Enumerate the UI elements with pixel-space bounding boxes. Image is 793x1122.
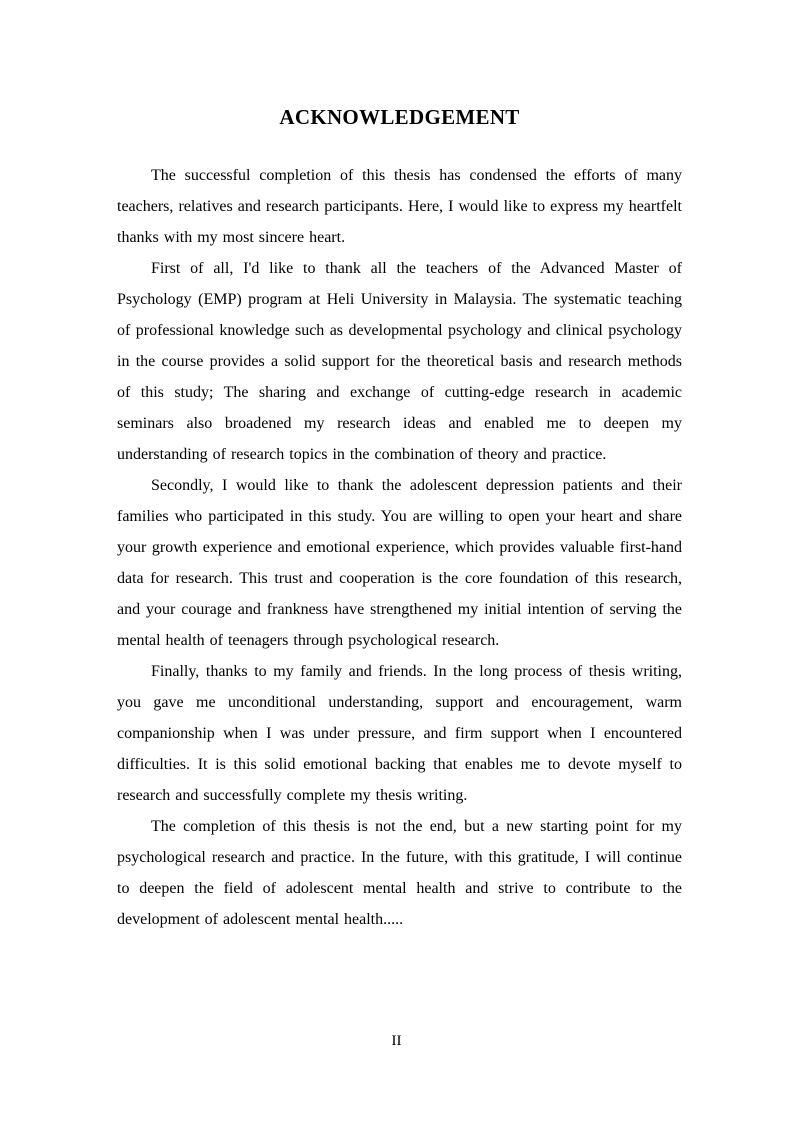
paragraph-participants: Secondly, I would like to thank the adolescent depression patients and their families who participated in this study. You are willing to open your heart and share your growth experience and emotional experience, which provides valuable first-hand data for research. This trust and cooperation is the core foundation of this research, and your courage and frankness have strengthened my initial intention of serving the mental health of teenagers through psychological research.	[117, 477, 682, 649]
page-content	[117, 104, 682, 935]
paragraph-family: Finally, thanks to my family and friends. In the long process of thesis writing, you gave me unconditional understanding, support and encouragement, warm companionship when I was under pressure, and firm support when I encountered difficulties. It is this solid emotional backing that enables me to devote myself to research and successfully complete my thesis writing.	[117, 663, 682, 804]
page-number: II	[391, 1033, 402, 1049]
paragraph-closing: The completion of this thesis is not the end, but a new starting point for my psychological research and practice. In the future, with this gratitude, I will continue to deepen the field of adolescent mental health and strive to contribute to the development of adolescent mental health.....	[117, 818, 682, 928]
paragraph-intro: The successful completion of this thesis has condensed the efforts of many teachers, relatives and research participants. Here, I would like to express my heartfelt thanks with my most sincere heart.	[117, 167, 682, 246]
page-title: ACKNOWLEDGEMENT	[279, 105, 520, 129]
paragraph-teachers: First of all, I'd like to thank all the teachers of the Advanced Master of Psychology (EMP) program at Heli University in Malaysia. The systematic teaching of professional knowledge such as developmental psychology and clinical psychology in the course provides a solid support for the theoretical basis and research methods of this study; The sharing and exchange of cutting-edge research in academic seminars also broadened my research ideas and enabled me to deepen my understanding of research topics in the combination of theory and practice.	[117, 260, 682, 463]
